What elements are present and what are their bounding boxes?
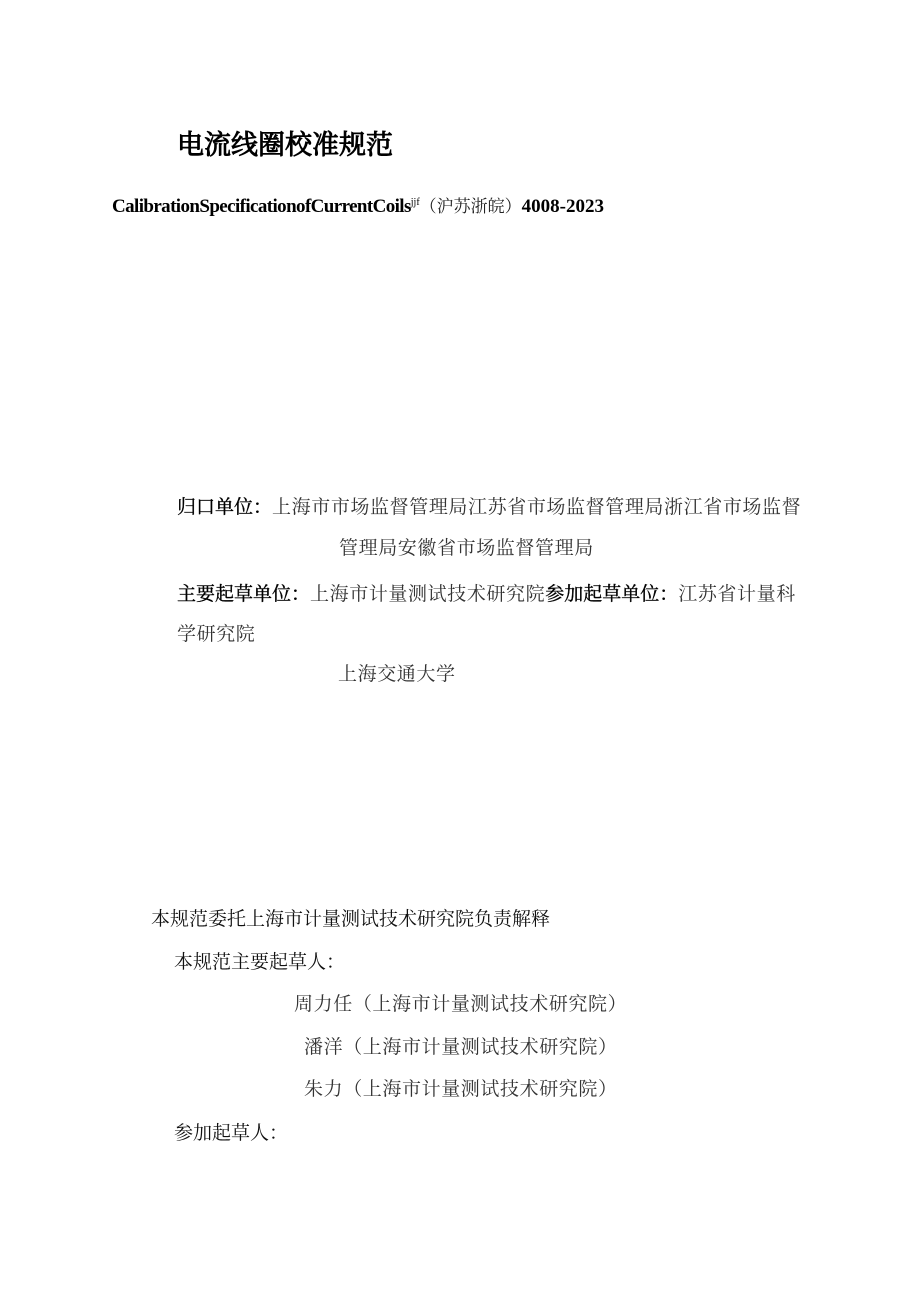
drafter-name: 朱力 <box>304 1078 344 1100</box>
participating-unit-label: 参加起草单位： <box>545 583 679 605</box>
drafter-entry <box>304 1034 618 1060</box>
drafting-units-line <box>177 581 796 607</box>
main-drafters-label: 本规范主要起草人： <box>174 951 346 973</box>
document-title: 电流线圈校准规范 <box>177 130 393 161</box>
document-subtitle <box>112 190 604 220</box>
centralized-unit-line <box>177 494 801 520</box>
standard-number: 4008-2023 <box>521 196 604 217</box>
centralized-unit-value-1: 上海市市场监督管理局江苏省市场监督管理局浙江省市场监督 <box>272 496 802 518</box>
interpretation-statement: 本规范委托上海市计量测试技术研究院负责解释 <box>151 908 551 930</box>
drafter-org: （上海市计量测试技术研究院） <box>343 1036 618 1058</box>
participating-unit-value-3: 上海交通大学 <box>338 663 456 685</box>
centralized-unit-value-2: 管理局安徽省市场监督管理局 <box>339 537 594 559</box>
drafter-org: （上海市计量测试技术研究院） <box>343 1078 618 1100</box>
drafter-name: 周力任 <box>294 993 353 1015</box>
drafter-name: 潘洋 <box>304 1036 344 1058</box>
english-title: CalibrationSpecificationofCurrentCoils <box>112 196 411 217</box>
participating-unit-value-1: 江苏省计量科 <box>678 583 796 605</box>
main-drafting-unit-value: 上海市计量测试技术研究院 <box>310 583 546 605</box>
participating-drafters-label: 参加起草人： <box>174 1122 289 1144</box>
drafter-entry <box>304 1076 618 1102</box>
participating-unit-value-2: 学研究院 <box>177 623 256 645</box>
standard-prefix-superscript: jjf <box>410 197 420 208</box>
drafter-org: （上海市计量测试技术研究院） <box>352 993 628 1015</box>
region-code: （沪苏浙皖） <box>419 197 522 217</box>
main-drafting-unit-label: 主要起草单位： <box>177 583 311 605</box>
drafter-entry <box>294 991 627 1017</box>
centralized-unit-label: 归口单位： <box>177 496 273 518</box>
